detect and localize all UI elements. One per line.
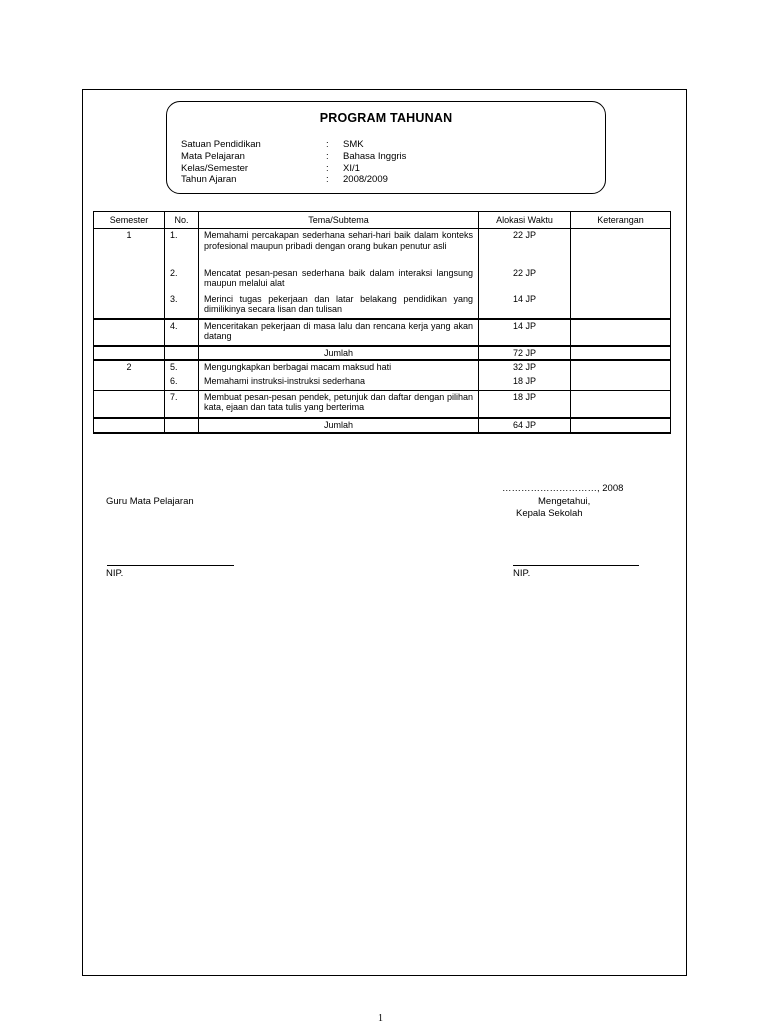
table-row bbox=[94, 267, 671, 293]
subtotal-row bbox=[94, 418, 671, 433]
table-row bbox=[94, 293, 671, 319]
teacher-title: Guru Mata Pelajaran bbox=[106, 496, 194, 507]
note-cell bbox=[571, 229, 671, 267]
theme-cell: Memahami percakapan sederhana sehari-hari baik dalam konteks profesional maupun pribadi dengan orang bukan penutur asli bbox=[199, 229, 479, 267]
info-colon: : bbox=[326, 139, 329, 150]
number-cell: 1. bbox=[165, 229, 199, 267]
theme-cell: Mencatat pesan-pesan sederhana baik dalam interaksi langsung maupun melalui alat bbox=[199, 267, 479, 293]
note-cell bbox=[571, 319, 671, 346]
semester-cell bbox=[94, 346, 165, 361]
info-label: Mata Pelajaran bbox=[181, 151, 245, 162]
document-title: PROGRAM TAHUNAN bbox=[319, 111, 453, 125]
total-label: Jumlah bbox=[199, 346, 479, 361]
acknowledged-label: Mengetahui, bbox=[538, 496, 591, 507]
total-time: 72 JP bbox=[479, 346, 571, 361]
time-cell: 18 JP bbox=[479, 390, 571, 418]
table-row bbox=[94, 375, 671, 390]
note-cell bbox=[571, 346, 671, 361]
semester-cell: 1 bbox=[94, 229, 165, 267]
subtotal-row bbox=[94, 346, 671, 361]
info-label: Kelas/Semester bbox=[181, 163, 249, 174]
number-cell: 2. bbox=[165, 267, 199, 293]
semester-cell bbox=[94, 375, 165, 390]
info-colon: : bbox=[326, 163, 329, 174]
info-label: Tahun Ajaran bbox=[181, 174, 237, 185]
note-cell bbox=[571, 418, 671, 433]
table-row bbox=[94, 360, 671, 375]
info-label: Satuan Pendidikan bbox=[181, 139, 261, 150]
time-cell: 22 JP bbox=[479, 267, 571, 293]
number-cell: 5. bbox=[165, 360, 199, 375]
theme-cell: Membuat pesan-pesan pendek, petunjuk dan daftar dengan pilihan kata, ejaan dan tata tulis yang berterima bbox=[199, 390, 479, 418]
principal-nip: NIP. bbox=[513, 568, 531, 579]
info-value: Bahasa Inggris bbox=[343, 151, 407, 162]
note-cell bbox=[571, 390, 671, 418]
semester-cell bbox=[94, 319, 165, 346]
page-number: 1 bbox=[378, 1013, 383, 1024]
info-value: SMK bbox=[343, 139, 364, 150]
note-cell bbox=[571, 360, 671, 375]
note-cell bbox=[571, 267, 671, 293]
theme-cell: Mengungkapkan berbagai macam maksud hati bbox=[199, 360, 479, 375]
time-cell: 14 JP bbox=[479, 319, 571, 346]
semester-cell bbox=[94, 267, 165, 293]
number-cell bbox=[165, 346, 199, 361]
table-row bbox=[94, 319, 671, 346]
table-row bbox=[94, 390, 671, 418]
info-colon: : bbox=[326, 151, 329, 162]
theme-cell: Memahami instruksi-instruksi sederhana bbox=[199, 375, 479, 390]
header-semester: Semester bbox=[94, 212, 165, 229]
header-theme: Tema/Subtema bbox=[199, 212, 479, 229]
header-time: Alokasi Waktu bbox=[479, 212, 571, 229]
semester-cell: 2 bbox=[94, 360, 165, 375]
info-value: XI/1 bbox=[343, 163, 360, 174]
info-colon: : bbox=[326, 174, 329, 185]
total-time: 64 JP bbox=[479, 418, 571, 433]
header-number: No. bbox=[165, 212, 199, 229]
total-label: Jumlah bbox=[199, 418, 479, 433]
table-row bbox=[94, 229, 671, 267]
number-cell: 3. bbox=[165, 293, 199, 319]
theme-cell: Menceritakan pekerjaan di masa lalu dan rencana kerja yang akan datang bbox=[199, 319, 479, 346]
table-header-row bbox=[94, 212, 671, 229]
program-table bbox=[93, 211, 671, 434]
semester-cell bbox=[94, 390, 165, 418]
header-note: Keterangan bbox=[571, 212, 671, 229]
time-cell: 32 JP bbox=[479, 360, 571, 375]
theme-cell: Merinci tugas pekerjaan dan latar belakang pendidikan yang dimilikinya secara lisan dan tulisan bbox=[199, 293, 479, 319]
date-line: …………………………, 2008 bbox=[502, 483, 624, 494]
note-cell bbox=[571, 375, 671, 390]
number-cell: 6. bbox=[165, 375, 199, 390]
semester-cell bbox=[94, 418, 165, 433]
principal-signature-line bbox=[513, 565, 639, 566]
teacher-nip: NIP. bbox=[106, 568, 124, 579]
number-cell: 4. bbox=[165, 319, 199, 346]
time-cell: 14 JP bbox=[479, 293, 571, 319]
number-cell: 7. bbox=[165, 390, 199, 418]
time-cell: 22 JP bbox=[479, 229, 571, 267]
time-cell: 18 JP bbox=[479, 375, 571, 390]
principal-title: Kepala Sekolah bbox=[516, 508, 583, 519]
number-cell bbox=[165, 418, 199, 433]
info-value: 2008/2009 bbox=[343, 174, 388, 185]
semester-cell bbox=[94, 293, 165, 319]
teacher-signature-line bbox=[107, 565, 234, 566]
note-cell bbox=[571, 293, 671, 319]
